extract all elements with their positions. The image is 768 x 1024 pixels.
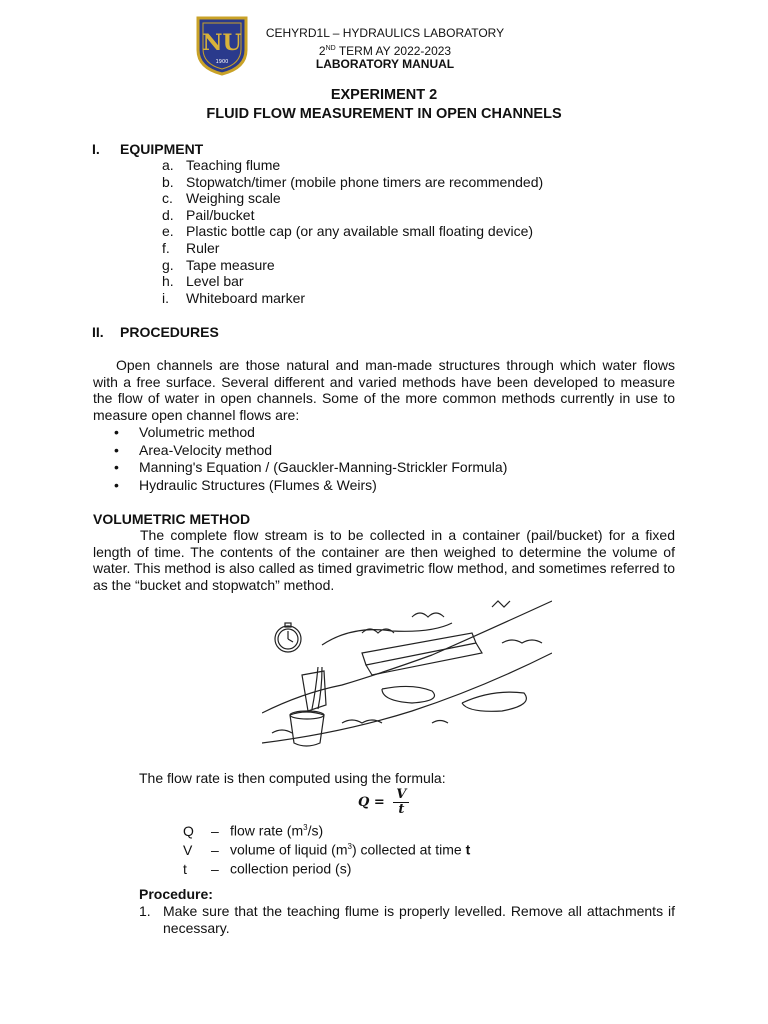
list-item: d. Pail/bucket: [162, 206, 255, 223]
university-logo: [194, 14, 250, 76]
list-item: i. Whiteboard marker: [162, 289, 306, 306]
logo-year: 1900: [215, 59, 229, 65]
header-manual: LABORATORY MANUAL: [315, 57, 455, 71]
list-item: • Volumetric method: [114, 424, 255, 440]
experiment-title: FLUID FLOW MEASUREMENT IN OPEN CHANNELS: [206, 106, 562, 122]
formula-definitions: [183, 820, 470, 877]
definition-row: Q – flow rate $(m^3/s)$: [183, 822, 324, 839]
flow-rate-formula: Q = $\frac{V}{t}$: [358, 788, 409, 817]
volumetric-heading: VOLUMETRIC METHOD: [93, 511, 251, 527]
experiment-number: EXPERIMENT 2: [330, 87, 438, 103]
bucket-stopwatch-illustration: [262, 593, 552, 751]
list-item: • Manning's Equation / (Gauckler-Manning-Strickler Formula): [114, 459, 508, 475]
definition-row: V – volume of liquid $(m^3)$ collected at time t: [183, 841, 471, 858]
list-item: h. Level bar: [162, 273, 244, 290]
methods-list: [114, 424, 507, 494]
list-item: • Hydraulic Structures (Flumes & Weirs): [114, 476, 377, 493]
list-item: g. Tape measure: [162, 256, 275, 273]
list-item: f. Ruler: [162, 239, 220, 256]
volumetric-body: The complete flow stream is to be collected in a container (pail/bucket) for a fixed length of time. The contents of the container are then weighed to determine the volume of water. This method is also called as timed gravimetric flow method, and sometimes referred to as the “bucket and stopwatch” method.: [93, 527, 675, 593]
header-course: CEHYRD1L – HYDRAULICS LABORATORY: [265, 26, 505, 40]
procedure-subheading: Procedure:: [139, 886, 213, 902]
list-item: b. Stopwatch/timer (mobile phone timers are recommended): [162, 173, 544, 190]
procedure-steps: [139, 903, 675, 936]
formula-intro: The flow rate is then computed using the formula:: [139, 770, 446, 786]
list-item: c. Weighing scale: [162, 190, 281, 207]
section-procedures-heading: II. PROCEDURES: [92, 324, 219, 340]
list-item: 1. Make sure that the teaching flume is properly levelled. Remove all attachments if necessary.: [139, 903, 675, 936]
equipment-list: [162, 157, 543, 306]
section-equipment-heading: I. EQUIPMENT: [92, 141, 204, 157]
logo-letters: NU: [202, 30, 242, 56]
list-item: e. Plastic bottle cap (or any available small floating device): [162, 223, 534, 240]
definition-row: t – collection period (s): [183, 860, 352, 877]
list-item: a. Teaching flume: [162, 157, 281, 173]
list-item: • Area-Velocity method: [114, 441, 273, 458]
header-term: 2ND TERM AY 2022-2023: [318, 44, 452, 58]
procedures-intro: Open channels are those natural and man-made structures through which water flows with a free surface. Several different and varied methods have been developed to measure the flow of water in open channels. Some of the more common methods currently in use to measure open channel flows are:: [93, 357, 675, 423]
